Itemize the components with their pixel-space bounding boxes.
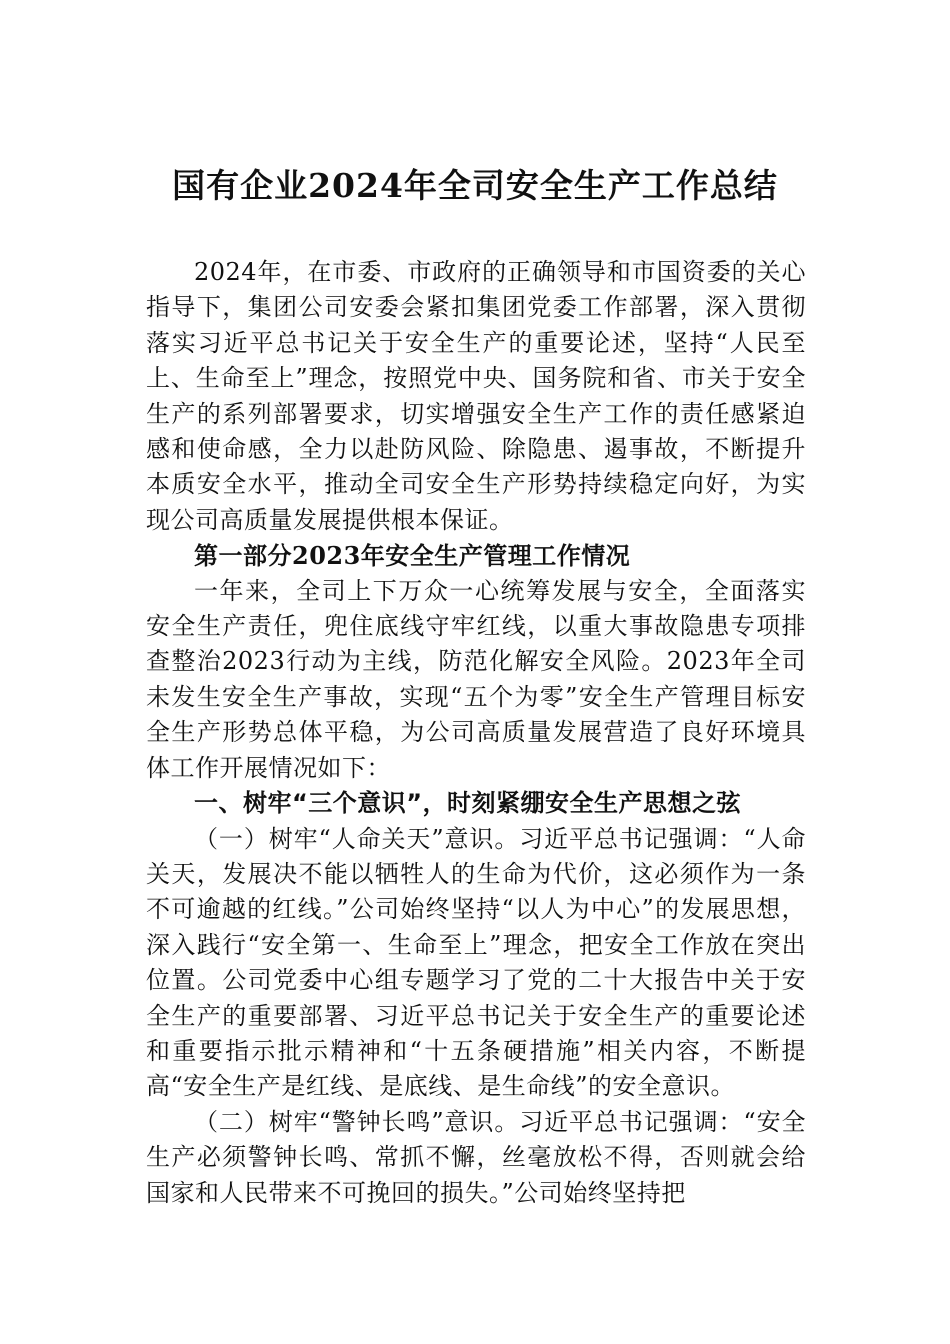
intro-paragraph: 2024年，在市委、市政府的正确领导和市国资委的关心指导下，集团公司安委会紧扣集团党委工作部署，深入贯彻落实习近平总书记关于安全生产的重要论述，坚持“人民至上、生命至上”理念，按照党中央、国务院和省、市关于安全生产的系列部署要求，切实增强安全生产工作的责任感紧迫感和使命感，全力以赴防风险、除隐患、遏事故，不断提升本质安全水平，推动全司安全生产形势持续稳定向好，为实现公司高质量发展提供根本保证。 [146,258,806,534]
document-title: 国有企业2024年全司安全生产工作总结 [172,166,778,205]
subsection-two-paragraph: （二）树牢“警钟长鸣”意识。习近平总书记强调：“安全生产必须警钟长鸣、常抓不懈，丝毫放松不得，否则就会给国家和人民带来不可挽回的损失。”公司始终坚持把 [146,1107,806,1207]
document-body [146,255,806,1211]
part-one-heading: 第一部分2023年安全生产管理工作情况 [194,541,631,571]
part-one-overview-paragraph: 一年来，全司上下万众一心统筹发展与安全，全面落实安全生产责任，兜住底线守牢红线，以重大事故隐患专项排查整治2023行动为主线，防范化解安全风险。2023年全司未发生安全生产事故，实现“五个为零”安全生产管理目标安全生产形势总体平稳，为公司高质量发展营造了良好环境具体工作开展情况如下： [146,576,806,782]
section-one-heading: 一、树牢“三个意识”，时刻紧绷安全生产思想之弦 [194,789,742,818]
subsection-one-paragraph: （一）树牢“人命关天”意识。习近平总书记强调：“人命关天，发展决不能以牺牲人的生命为代价，这必须作为一条不可逾越的红线。”公司始终坚持“以人为中心”的发展思想，深入践行“安全第一、生命至上”理念，把安全工作放在突出位置。公司党委中心组专题学习了党的二十大报告中关于安全生产的重要部署、习近平总书记关于安全生产的重要论述和重要指示批示精神和“十五条硬措施”相关内容，不断提高“安全生产是红线、是底线、是生命线”的安全意识。 [146,824,806,1101]
